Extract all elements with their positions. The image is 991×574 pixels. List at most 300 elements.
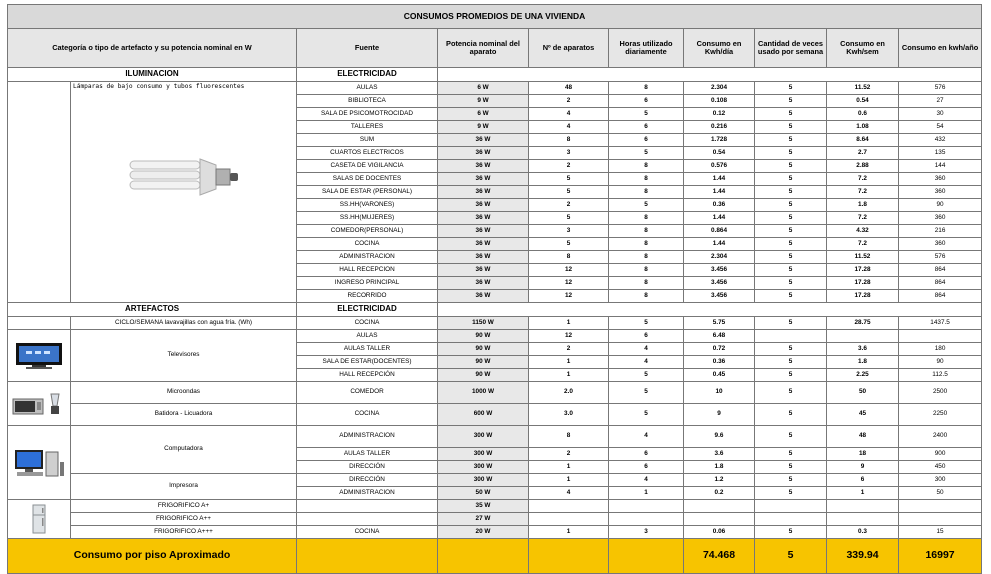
count-cell: 5: [529, 212, 609, 225]
power-cell: 90 W: [438, 343, 529, 356]
source-cell: ADMINISTRACION: [297, 251, 438, 264]
kwh-year-cell: 360: [899, 212, 982, 225]
hours-cell: 5: [609, 108, 684, 121]
dishwasher-margin: [8, 317, 71, 330]
fridge-name: FRIGORIFICO A+++: [71, 526, 297, 539]
times-week-cell: 5: [755, 426, 827, 448]
times-week-cell: 5: [755, 160, 827, 173]
count-cell: 2: [529, 95, 609, 108]
kwh-week-cell: 0.6: [827, 108, 899, 121]
source-cell: COCINA: [297, 317, 438, 330]
power-cell: 300 W: [438, 461, 529, 474]
times-week-cell: 5: [755, 448, 827, 461]
times-week-cell: 5: [755, 186, 827, 199]
kwh-week-cell: 2.25: [827, 369, 899, 382]
source-cell: INGRESO PRINCIPAL: [297, 277, 438, 290]
kwh-day-cell: 0.12: [684, 108, 755, 121]
hours-cell: 4: [609, 356, 684, 369]
times-week-cell: 5: [755, 317, 827, 330]
power-cell: 90 W: [438, 369, 529, 382]
kwh-day-cell: 0.576: [684, 160, 755, 173]
total-blank-count: [529, 539, 609, 574]
header-power: Potencia nominal del aparato: [438, 29, 529, 68]
count-cell: 5: [529, 173, 609, 186]
kwh-year-cell: 864: [899, 290, 982, 303]
blender-name: Batidora - Licuadora: [71, 404, 297, 426]
header-kwh-week: Consumo en Kwh/sem: [827, 29, 899, 68]
kwh-day-cell: 0.06: [684, 526, 755, 539]
kwh-year-cell: 90: [899, 199, 982, 212]
kwh-day-cell: 2.304: [684, 82, 755, 95]
kwh-week-cell: [827, 500, 899, 513]
source-cell: SUM: [297, 134, 438, 147]
kwh-year-cell: 300: [899, 474, 982, 487]
source-cell: COCINA: [297, 526, 438, 539]
source-cell: AULAS TALLER: [297, 448, 438, 461]
count-cell: 1: [529, 317, 609, 330]
hours-cell: 5: [609, 199, 684, 212]
count-cell: 8: [529, 251, 609, 264]
header-kwh-day: Consumo en Kwh/día: [684, 29, 755, 68]
kwh-day-cell: 0.45: [684, 369, 755, 382]
kwh-year-cell: 864: [899, 277, 982, 290]
hours-cell: 6: [609, 121, 684, 134]
lighting-margin: [8, 82, 71, 303]
source-cell: COMEDOR: [297, 382, 438, 404]
kwh-year-cell: 432: [899, 134, 982, 147]
times-week-cell: [755, 500, 827, 513]
kwh-day-cell: 1.728: [684, 134, 755, 147]
hours-cell: 4: [609, 426, 684, 448]
times-week-cell: [755, 513, 827, 526]
source-cell: SALAS DE DOCENTES: [297, 173, 438, 186]
count-cell: 1: [529, 526, 609, 539]
kwh-week-cell: 7.2: [827, 238, 899, 251]
kwh-day-cell: 6.48: [684, 330, 755, 343]
kwh-year-cell: 27: [899, 95, 982, 108]
kwh-day-cell: 0.108: [684, 95, 755, 108]
source-cell: AULAS TALLER: [297, 343, 438, 356]
kwh-year-cell: 450: [899, 461, 982, 474]
power-cell: 90 W: [438, 330, 529, 343]
table-row: [8, 330, 982, 343]
kwh-year-cell: 1437.5: [899, 317, 982, 330]
source-cell: AULAS: [297, 82, 438, 95]
section-source: ELECTRICIDAD: [297, 303, 438, 317]
hours-cell: 6: [609, 134, 684, 147]
kwh-week-cell: 17.28: [827, 264, 899, 277]
header-count: Nº de aparatos: [529, 29, 609, 68]
kwh-week-cell: 17.28: [827, 290, 899, 303]
printer-name: Impresora: [71, 474, 297, 500]
header-hours: Horas utilizado diariamente: [609, 29, 684, 68]
power-cell: 35 W: [438, 500, 529, 513]
count-cell: 12: [529, 264, 609, 277]
television-icon: [14, 341, 64, 371]
source-cell: DIRECCIÓN: [297, 474, 438, 487]
power-cell: 1000 W: [438, 382, 529, 404]
count-cell: 12: [529, 330, 609, 343]
count-cell: 2.0: [529, 382, 609, 404]
total-times-week: 5: [755, 539, 827, 574]
power-cell: 36 W: [438, 277, 529, 290]
kwh-year-cell: 30: [899, 108, 982, 121]
kwh-year-cell: 144: [899, 160, 982, 173]
times-week-cell: 5: [755, 277, 827, 290]
power-cell: 36 W: [438, 290, 529, 303]
times-week-cell: 5: [755, 121, 827, 134]
power-cell: 36 W: [438, 199, 529, 212]
count-cell: 4: [529, 121, 609, 134]
kwh-day-cell: 2.304: [684, 251, 755, 264]
source-cell: HALL RECEPCION: [297, 264, 438, 277]
kwh-year-cell: 360: [899, 238, 982, 251]
count-cell: 8: [529, 426, 609, 448]
hours-cell: 8: [609, 173, 684, 186]
kwh-day-cell: 10: [684, 382, 755, 404]
kwh-day-cell: 0.36: [684, 356, 755, 369]
consumption-table: [7, 4, 982, 574]
hours-cell: 8: [609, 212, 684, 225]
source-cell: TALLERES: [297, 121, 438, 134]
section-title: ILUMINACION: [8, 68, 297, 82]
kwh-day-cell: 9: [684, 404, 755, 426]
source-cell: SS.HH(VARONES): [297, 199, 438, 212]
hours-cell: 8: [609, 82, 684, 95]
times-week-cell: 5: [755, 108, 827, 121]
fridge-name: FRIGORIFICO A+: [71, 500, 297, 513]
header-kwh-year: Consumo en kwh/año: [899, 29, 982, 68]
computer-name: Computadora: [71, 426, 297, 474]
times-week-cell: 5: [755, 173, 827, 186]
power-cell: 36 W: [438, 238, 529, 251]
section-blank: [438, 303, 982, 317]
power-cell: 300 W: [438, 448, 529, 461]
kwh-year-cell: 216: [899, 225, 982, 238]
table-row: [8, 404, 982, 426]
kwh-week-cell: 1.08: [827, 121, 899, 134]
count-cell: [529, 513, 609, 526]
kwh-week-cell: 7.2: [827, 173, 899, 186]
kwh-day-cell: 1.2: [684, 474, 755, 487]
kwh-day-cell: 9.6: [684, 426, 755, 448]
source-cell: DIRECCIÓN: [297, 461, 438, 474]
source-cell: ADMINISTRACION: [297, 487, 438, 500]
times-week-cell: 5: [755, 382, 827, 404]
kwh-year-cell: 135: [899, 147, 982, 160]
kwh-week-cell: 7.2: [827, 212, 899, 225]
header-times-week: Cantidad de veces usado por semana: [755, 29, 827, 68]
power-cell: 36 W: [438, 173, 529, 186]
kwh-week-cell: 2.7: [827, 147, 899, 160]
count-cell: 1: [529, 356, 609, 369]
total-kwh-year: 16997: [899, 539, 982, 574]
times-week-cell: 5: [755, 404, 827, 426]
hours-cell: 4: [609, 343, 684, 356]
kwh-year-cell: [899, 330, 982, 343]
hours-cell: 5: [609, 147, 684, 160]
kwh-year-cell: 576: [899, 251, 982, 264]
power-cell: 36 W: [438, 186, 529, 199]
times-week-cell: 5: [755, 369, 827, 382]
table-row: [8, 526, 982, 539]
power-cell: 36 W: [438, 147, 529, 160]
table-row: [8, 513, 982, 526]
fridge-name: FRIGORIFICO A++: [71, 513, 297, 526]
count-cell: 12: [529, 277, 609, 290]
hours-cell: 5: [609, 317, 684, 330]
tv-name: Televisores: [71, 330, 297, 382]
times-week-cell: 5: [755, 199, 827, 212]
power-cell: 36 W: [438, 134, 529, 147]
kwh-week-cell: 4.32: [827, 225, 899, 238]
times-week-cell: [755, 330, 827, 343]
source-cell: SALA DE PSICOMOTROCIDAD: [297, 108, 438, 121]
table-row: [8, 539, 982, 574]
source-cell: [297, 513, 438, 526]
hours-cell: 8: [609, 186, 684, 199]
source-cell: HALL RECEPCIÓN: [297, 369, 438, 382]
table-row: [8, 68, 982, 82]
table-row: [8, 382, 982, 404]
table-row: [8, 474, 982, 487]
kwh-week-cell: 2.88: [827, 160, 899, 173]
kwh-day-cell: 0.36: [684, 199, 755, 212]
times-week-cell: 5: [755, 95, 827, 108]
kwh-year-cell: 360: [899, 173, 982, 186]
dishwasher-name: CICLO/SEMANA lavavajillas con agua fría. (Wh): [71, 317, 297, 330]
source-cell: CUARTOS ELECTRICOS: [297, 147, 438, 160]
source-cell: COMEDOR(PERSONAL): [297, 225, 438, 238]
times-week-cell: 5: [755, 238, 827, 251]
kwh-day-cell: 0.2: [684, 487, 755, 500]
times-week-cell: 5: [755, 251, 827, 264]
kwh-year-cell: 576: [899, 82, 982, 95]
fridge-image-cell: [8, 500, 71, 539]
kwh-day-cell: 1.8: [684, 461, 755, 474]
source-cell: SALA DE ESTAR(DOCENTES): [297, 356, 438, 369]
total-blank-power: [438, 539, 529, 574]
kwh-year-cell: 180: [899, 343, 982, 356]
table-row: [8, 500, 982, 513]
hours-cell: 8: [609, 160, 684, 173]
power-cell: 9 W: [438, 121, 529, 134]
kwh-day-cell: 3.456: [684, 264, 755, 277]
kwh-day-cell: 0.864: [684, 225, 755, 238]
times-week-cell: 5: [755, 356, 827, 369]
source-cell: CASETA DE VIGILANCIA: [297, 160, 438, 173]
power-cell: 6 W: [438, 108, 529, 121]
microwave-image-cell: [8, 382, 71, 426]
table-body: [8, 5, 982, 574]
kwh-year-cell: 864: [899, 264, 982, 277]
table-row: [8, 317, 982, 330]
kwh-day-cell: 1.44: [684, 212, 755, 225]
power-cell: 300 W: [438, 426, 529, 448]
cfl-lamp-icon: [124, 151, 244, 203]
kwh-year-cell: 2400: [899, 426, 982, 448]
kwh-day-cell: 1.44: [684, 238, 755, 251]
hours-cell: 6: [609, 448, 684, 461]
count-cell: 3: [529, 225, 609, 238]
power-cell: 90 W: [438, 356, 529, 369]
count-cell: 1: [529, 369, 609, 382]
hours-cell: 8: [609, 290, 684, 303]
kwh-week-cell: 11.52: [827, 82, 899, 95]
power-cell: 36 W: [438, 264, 529, 277]
times-week-cell: 5: [755, 82, 827, 95]
times-week-cell: 5: [755, 147, 827, 160]
times-week-cell: 5: [755, 526, 827, 539]
hours-cell: 4: [609, 474, 684, 487]
kwh-year-cell: 54: [899, 121, 982, 134]
count-cell: 8: [529, 134, 609, 147]
times-week-cell: 5: [755, 225, 827, 238]
times-week-cell: 5: [755, 474, 827, 487]
count-cell: 2: [529, 343, 609, 356]
table-row: [8, 303, 982, 317]
tv-image-cell: [8, 330, 71, 382]
kwh-year-cell: [899, 500, 982, 513]
count-cell: 2: [529, 448, 609, 461]
count-cell: 4: [529, 487, 609, 500]
table-title: CONSUMOS PROMEDIOS DE UNA VIVIENDA: [8, 5, 982, 29]
power-cell: 36 W: [438, 212, 529, 225]
kwh-week-cell: 18: [827, 448, 899, 461]
count-cell: 2: [529, 160, 609, 173]
kwh-year-cell: [899, 513, 982, 526]
kwh-year-cell: 50: [899, 487, 982, 500]
kwh-week-cell: 28.75: [827, 317, 899, 330]
kwh-week-cell: 1.8: [827, 199, 899, 212]
power-cell: 50 W: [438, 487, 529, 500]
kwh-week-cell: 8.64: [827, 134, 899, 147]
source-cell: BIBLIOTECA: [297, 95, 438, 108]
kwh-week-cell: [827, 330, 899, 343]
total-blank-source: [297, 539, 438, 574]
power-cell: 20 W: [438, 526, 529, 539]
count-cell: 1: [529, 474, 609, 487]
hours-cell: 8: [609, 225, 684, 238]
consumption-sheet: [7, 4, 981, 574]
header-source: Fuente: [297, 29, 438, 68]
kwh-day-cell: 0.216: [684, 121, 755, 134]
count-cell: 3: [529, 147, 609, 160]
count-cell: 48: [529, 82, 609, 95]
kwh-year-cell: 112.5: [899, 369, 982, 382]
kwh-day-cell: [684, 500, 755, 513]
source-cell: [297, 500, 438, 513]
kwh-week-cell: 11.52: [827, 251, 899, 264]
header-category: Categoría o tipo de artefacto y su potencia nominal en W: [8, 29, 297, 68]
kwh-week-cell: 9: [827, 461, 899, 474]
kwh-day-cell: 0.54: [684, 147, 755, 160]
times-week-cell: 5: [755, 487, 827, 500]
source-cell: SALA DE ESTAR (PERSONAL): [297, 186, 438, 199]
source-cell: COCINA: [297, 238, 438, 251]
source-cell: ADMINISTRACION: [297, 426, 438, 448]
power-cell: 27 W: [438, 513, 529, 526]
total-blank-hours: [609, 539, 684, 574]
hours-cell: 5: [609, 382, 684, 404]
hours-cell: 5: [609, 404, 684, 426]
table-row: [8, 426, 982, 448]
kwh-week-cell: 1.8: [827, 356, 899, 369]
source-cell: RECORRIDO: [297, 290, 438, 303]
times-week-cell: 5: [755, 290, 827, 303]
power-cell: 9 W: [438, 95, 529, 108]
count-cell: 5: [529, 186, 609, 199]
hours-cell: 6: [609, 95, 684, 108]
power-cell: 6 W: [438, 82, 529, 95]
kwh-day-cell: 5.75: [684, 317, 755, 330]
count-cell: 2: [529, 199, 609, 212]
hours-cell: 8: [609, 251, 684, 264]
kwh-year-cell: 900: [899, 448, 982, 461]
hours-cell: 8: [609, 238, 684, 251]
section-source: ELECTRICIDAD: [297, 68, 438, 82]
kwh-year-cell: 15: [899, 526, 982, 539]
kwh-day-cell: 3.456: [684, 277, 755, 290]
hours-cell: 5: [609, 369, 684, 382]
kwh-week-cell: 3.6: [827, 343, 899, 356]
lighting-item-name: Lámparas de bajo consumo y tubos fluorescentes: [73, 83, 245, 90]
kwh-year-cell: 2500: [899, 382, 982, 404]
power-cell: 36 W: [438, 160, 529, 173]
kwh-week-cell: 48: [827, 426, 899, 448]
kwh-week-cell: 0.3: [827, 526, 899, 539]
hours-cell: 6: [609, 461, 684, 474]
total-label: Consumo por piso Aproximado: [8, 539, 297, 574]
kwh-week-cell: 0.54: [827, 95, 899, 108]
hours-cell: [609, 500, 684, 513]
power-cell: 600 W: [438, 404, 529, 426]
kwh-week-cell: 6: [827, 474, 899, 487]
power-cell: 300 W: [438, 474, 529, 487]
times-week-cell: 5: [755, 212, 827, 225]
kwh-week-cell: [827, 513, 899, 526]
times-week-cell: 5: [755, 134, 827, 147]
lighting-item: [71, 82, 297, 303]
count-cell: [529, 500, 609, 513]
hours-cell: 8: [609, 264, 684, 277]
microwave-blender-icon: [11, 392, 67, 416]
power-cell: 1150 W: [438, 317, 529, 330]
kwh-week-cell: 17.28: [827, 277, 899, 290]
power-cell: 36 W: [438, 251, 529, 264]
computer-image-cell: [8, 426, 71, 500]
hours-cell: 1: [609, 487, 684, 500]
kwh-day-cell: 0.72: [684, 343, 755, 356]
kwh-week-cell: 45: [827, 404, 899, 426]
kwh-year-cell: 90: [899, 356, 982, 369]
kwh-day-cell: [684, 513, 755, 526]
hours-cell: 3: [609, 526, 684, 539]
count-cell: 4: [529, 108, 609, 121]
kwh-year-cell: 2250: [899, 404, 982, 426]
times-week-cell: 5: [755, 461, 827, 474]
microwave-name: Microondas: [71, 382, 297, 404]
total-kwh-day: 74.468: [684, 539, 755, 574]
kwh-week-cell: 50: [827, 382, 899, 404]
count-cell: 5: [529, 238, 609, 251]
power-cell: 36 W: [438, 225, 529, 238]
total-kwh-week: 339.94: [827, 539, 899, 574]
section-blank: [438, 68, 982, 82]
times-week-cell: 5: [755, 343, 827, 356]
count-cell: 12: [529, 290, 609, 303]
hours-cell: [609, 513, 684, 526]
